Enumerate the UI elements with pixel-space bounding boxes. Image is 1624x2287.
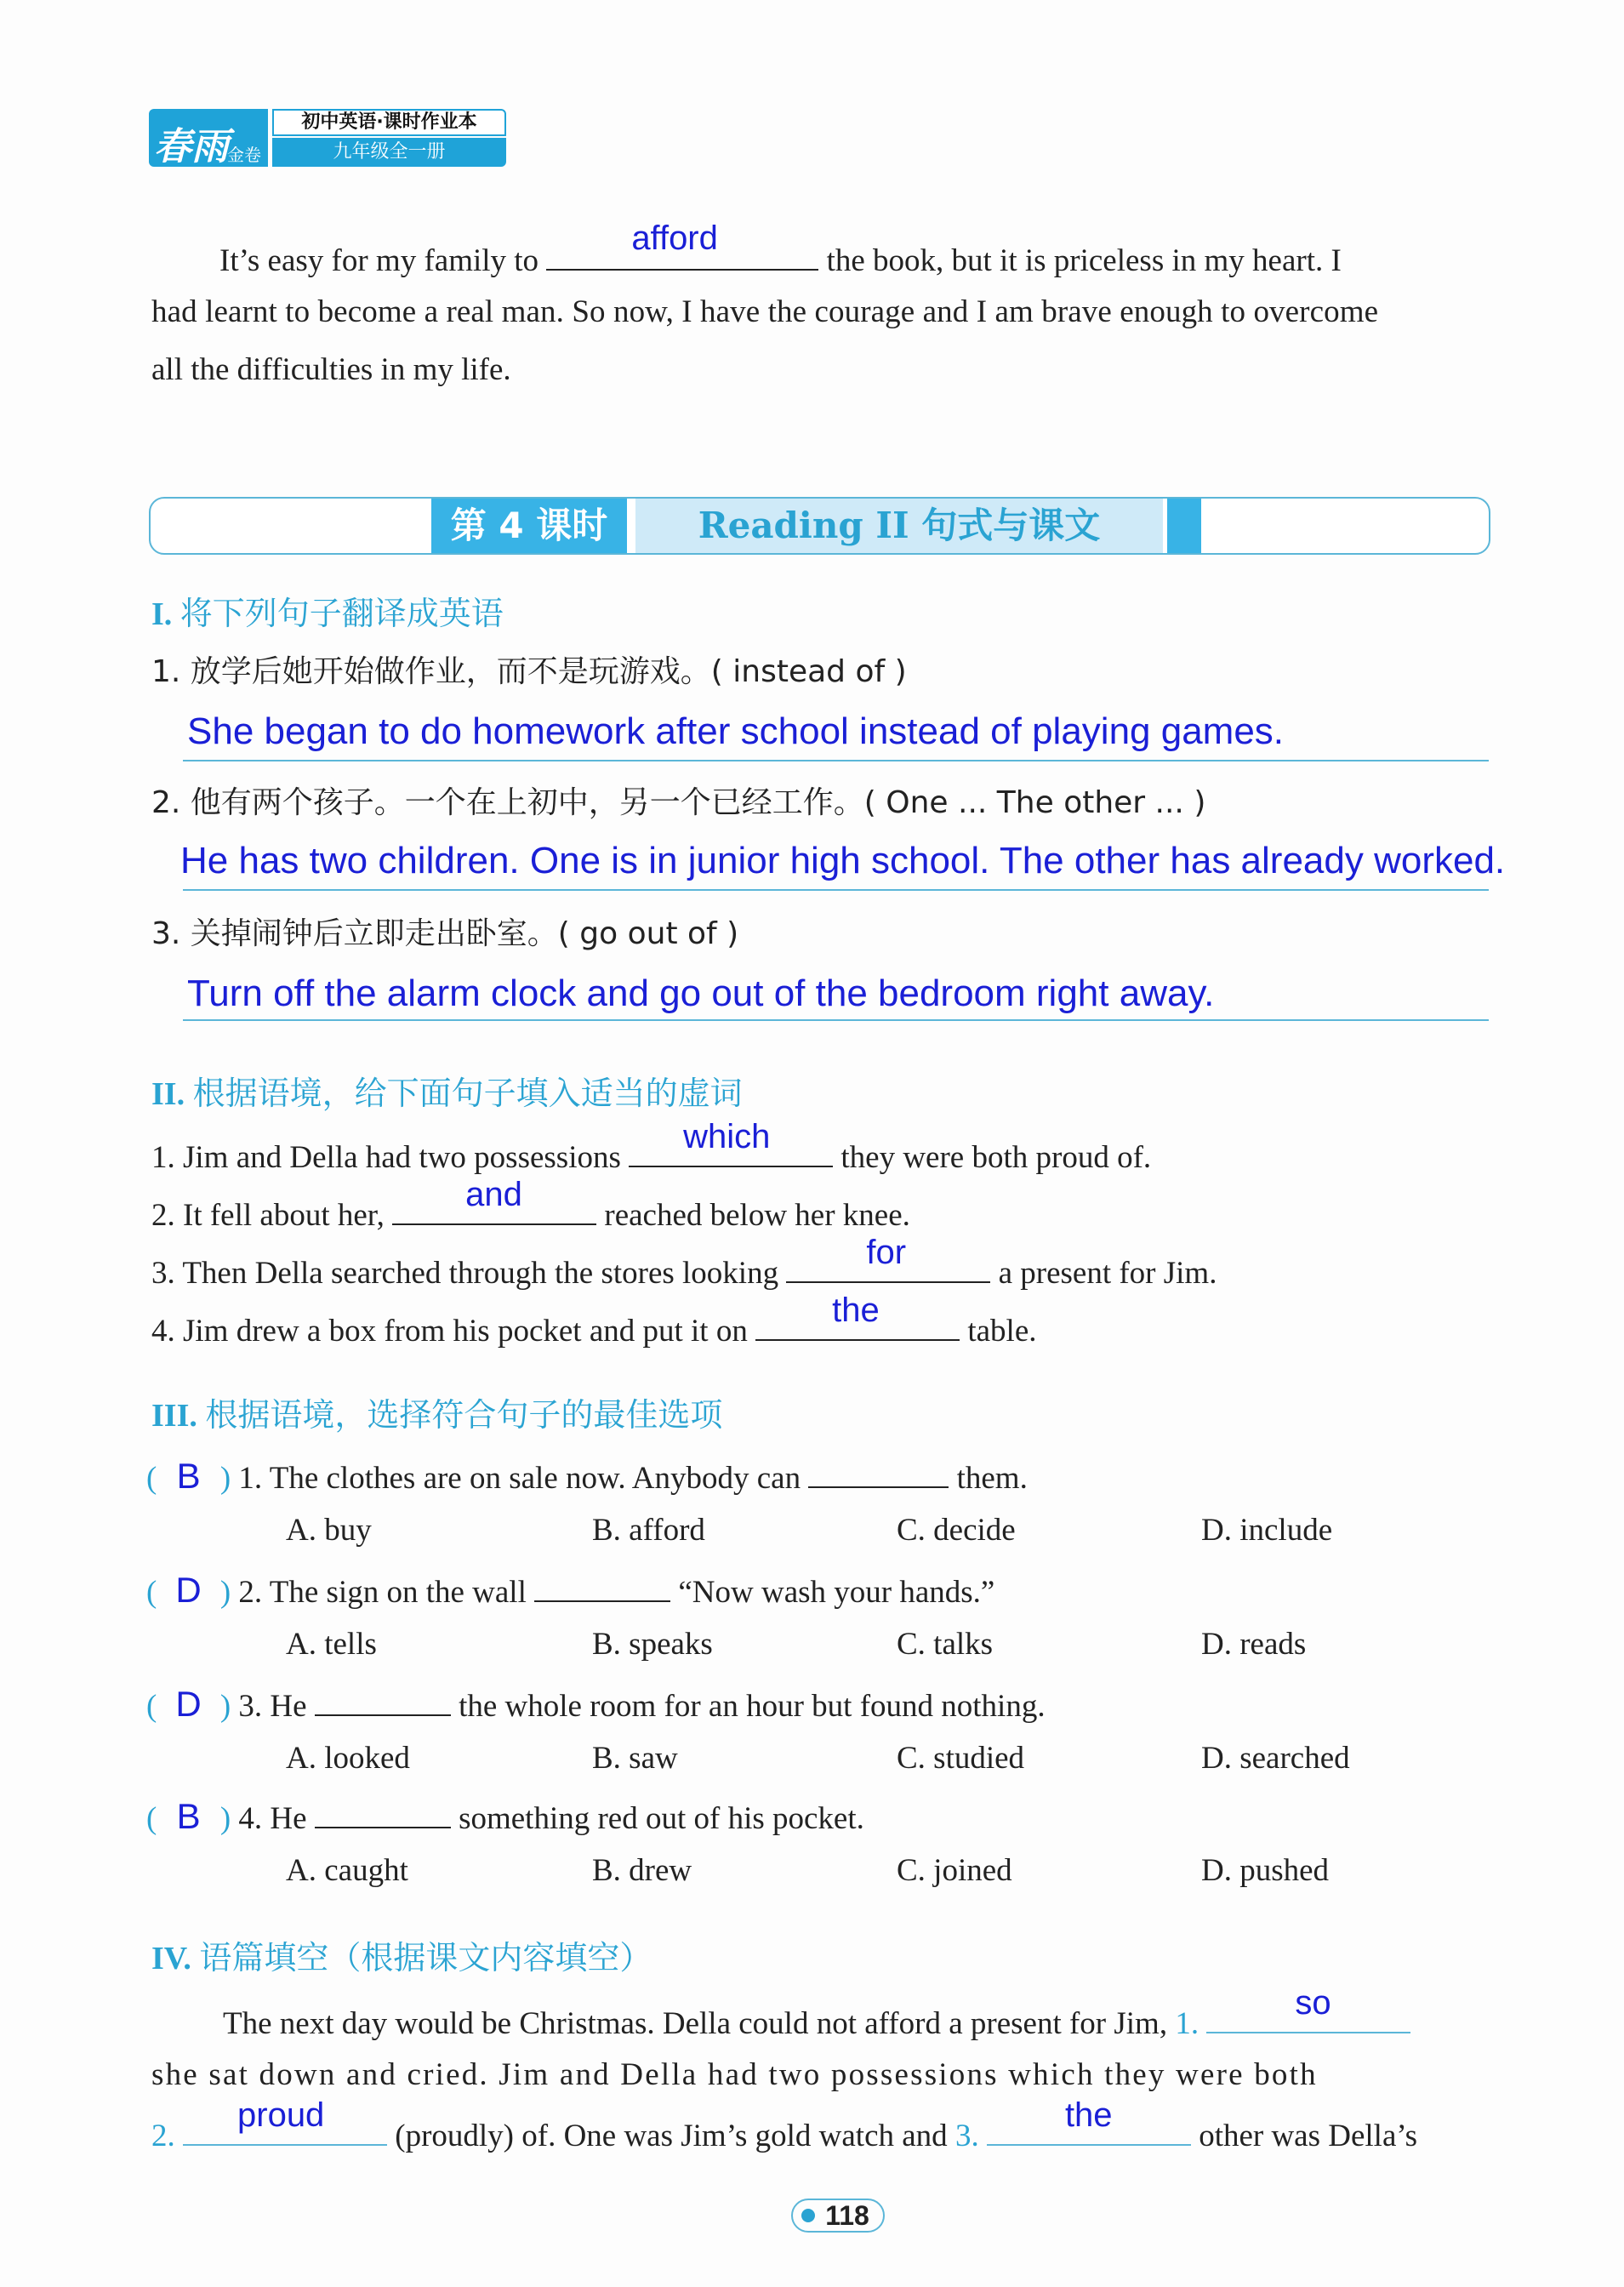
page-dot-icon [801, 2209, 815, 2222]
answer-paren-open: ( [146, 1575, 157, 1610]
s3-option: C. joined [897, 1853, 1012, 1888]
s4-line-3 [151, 2096, 1418, 2153]
s3-text: 2. The sign on the wall [238, 1575, 527, 1610]
s2-item-2 [151, 1176, 910, 1233]
s3-text: “Now wash your hands.” [678, 1575, 995, 1610]
lesson-number: 第 4 课时 [431, 499, 627, 553]
s3-option: B. saw [592, 1741, 678, 1776]
s2-item-1 [151, 1118, 1152, 1175]
s4-answer: the [1064, 2096, 1113, 2134]
s1-question-3: 3. 关掉闹钟后立即走出卧室。( go out of ) [151, 916, 739, 951]
s4-blank-number: 2. [151, 2119, 175, 2153]
s3-option: B. drew [592, 1853, 692, 1888]
intro-line-1 [219, 220, 1342, 278]
s3-option: B. afford [592, 1513, 705, 1548]
s2-text: 1. Jim and Della had two possessions [151, 1140, 621, 1175]
s3-text: 1. The clothes are on sale now. Anybody can [238, 1461, 801, 1496]
brand-name: 春雨 [154, 125, 229, 168]
s4-answer: so [1295, 1984, 1331, 2022]
s2-text: 2. It fell about her, [151, 1198, 385, 1233]
s3-question-2 [146, 1572, 994, 1608]
s3-option: A. buy [286, 1513, 372, 1548]
s3-text: the whole room for an hour but found nothing. [459, 1689, 1046, 1724]
s1-answer-line-3 [183, 1019, 1489, 1021]
s1-answer-3: Turn off the alarm clock and go out of the bedroom right away. [187, 972, 1215, 1014]
intro-text: the book, but it is priceless in my heart. I [826, 243, 1342, 278]
lesson-title: Reading II 句式与课文 [635, 499, 1163, 553]
s2-item-4 [151, 1292, 1037, 1349]
intro-line-3: all the difficulties in my life. [151, 352, 511, 387]
s3-option: C. talks [897, 1627, 994, 1662]
s3-blank [534, 1575, 670, 1602]
intro-text: It’s easy for my family to [219, 243, 539, 278]
s3-answer: B [176, 1456, 201, 1496]
s3-blank [808, 1461, 949, 1488]
s2-text: a present for Jim. [998, 1256, 1217, 1291]
s3-option: C. studied [897, 1741, 1025, 1776]
section-title: 根据语境，选择符合句子的最佳选项 [205, 1396, 723, 1434]
section-title: 根据语境，给下面句子填入适当的虚词 [192, 1075, 743, 1112]
s1-answer-line-2 [183, 889, 1489, 891]
section-number: I. [151, 596, 173, 632]
s2-text: 3. Then Della searched through the stores looking [151, 1256, 779, 1291]
section-number: II. [151, 1076, 185, 1112]
s4-blank [1206, 1984, 1410, 2033]
section-title: 将下列句子翻译成英语 [179, 595, 504, 632]
s4-text: (proudly) of. One was Jim’s gold watch and [395, 2119, 948, 2153]
answer-paren-close: ) [219, 1801, 231, 1836]
section-title: 语篇填空（根据课文内容填空） [199, 1939, 652, 1976]
answer-paren-close: ) [219, 1575, 231, 1610]
s3-answer: B [176, 1796, 201, 1836]
header-logo [149, 109, 506, 167]
brand-sub: 金卷 [227, 145, 261, 165]
s1-question-2: 2. 他有两个孩子。一个在上初中，另一个已经工作。( One ... The other ... ) [151, 785, 1206, 820]
s3-answer: D [175, 1684, 202, 1724]
page-number-text: 118 [825, 2200, 869, 2231]
s2-blank [392, 1176, 596, 1225]
s4-line-1 [223, 1984, 1410, 2041]
answer-paren-open: ( [146, 1461, 157, 1496]
lesson-banner [149, 497, 1490, 555]
grade-label: 九年级全一册 [272, 138, 506, 167]
section-3-heading [151, 1396, 723, 1434]
intro-line-2: had learnt to become a real man. So now, I have the courage and I am brave enough to overcome [151, 294, 1379, 329]
s3-option: A. tells [286, 1627, 377, 1662]
s1-question-1: 1. 放学后她开始做作业，而不是玩游戏。( instead of ) [151, 654, 907, 689]
section-1-heading [151, 597, 504, 630]
s4-text: other was Della’s [1199, 2119, 1418, 2153]
answer-paren-close: ) [219, 1689, 231, 1724]
s3-question-4 [146, 1796, 864, 1836]
s2-text: table. [967, 1314, 1037, 1349]
s3-option: A. caught [286, 1853, 408, 1888]
s2-answer: and [465, 1176, 522, 1213]
s3-text: 3. He [238, 1689, 307, 1724]
s3-option: D. include [1201, 1513, 1333, 1548]
intro-blank [546, 220, 818, 271]
s2-item-3 [151, 1234, 1217, 1291]
s3-option: D. pushed [1201, 1853, 1330, 1888]
s3-blank [315, 1801, 451, 1828]
section-4-heading [151, 1939, 652, 1976]
s2-text: reached below her knee. [604, 1198, 910, 1233]
s4-blank [183, 2096, 387, 2146]
s3-answer: D [175, 1570, 202, 1610]
s4-answer: proud [237, 2096, 325, 2134]
answer-paren-close: ) [219, 1461, 231, 1496]
s3-option: D. searched [1201, 1741, 1350, 1776]
s2-answer: which [683, 1118, 771, 1155]
s1-answer-1: She began to do homework after school instead of playing games. [187, 710, 1285, 752]
brand-badge [149, 109, 268, 167]
intro-answer: afford [631, 220, 718, 257]
answer-paren-open: ( [146, 1689, 157, 1724]
page-number [791, 2199, 885, 2233]
section-number: IV. [151, 1941, 191, 1976]
s1-answer-line-1 [183, 760, 1489, 761]
s2-text: they were both proud of. [840, 1140, 1152, 1175]
s1-answer-2: He has two children. One is in junior high school. The other has already worked. [180, 840, 1506, 881]
s4-blank [987, 2096, 1191, 2146]
s2-text: 4. Jim drew a box from his pocket and put it on [151, 1314, 748, 1349]
s3-question-1 [146, 1458, 1028, 1494]
s3-text: 4. He [238, 1801, 307, 1836]
s3-text: them. [956, 1461, 1028, 1496]
section-number: III. [151, 1398, 197, 1434]
s3-option: A. looked [286, 1741, 410, 1776]
s4-blank-number: 1. [1175, 2006, 1199, 2041]
s4-blank-number: 3. [954, 2119, 979, 2153]
s2-blank [629, 1118, 833, 1167]
s3-option: D. reads [1201, 1627, 1307, 1662]
s3-option: C. decide [897, 1513, 1016, 1548]
s3-question-3 [146, 1686, 1046, 1722]
s3-blank [315, 1689, 451, 1716]
s2-blank [755, 1292, 960, 1341]
s4-text: The next day would be Christmas. Della could not afford a present for Jim, [223, 2006, 1168, 2041]
s2-answer: for [866, 1234, 907, 1271]
s3-text: something red out of his pocket. [459, 1801, 864, 1836]
s3-option: B. speaks [592, 1627, 713, 1662]
series-title: 初中英语·课时作业本 [272, 109, 506, 136]
answer-paren-open: ( [146, 1801, 157, 1836]
s4-line-2: she sat down and cried. Jim and Della had two possessions which they were both [151, 2057, 1318, 2092]
section-2-heading [151, 1077, 743, 1110]
s2-answer: the [832, 1292, 880, 1329]
banner-accent [1167, 499, 1201, 553]
s2-blank [786, 1234, 990, 1283]
